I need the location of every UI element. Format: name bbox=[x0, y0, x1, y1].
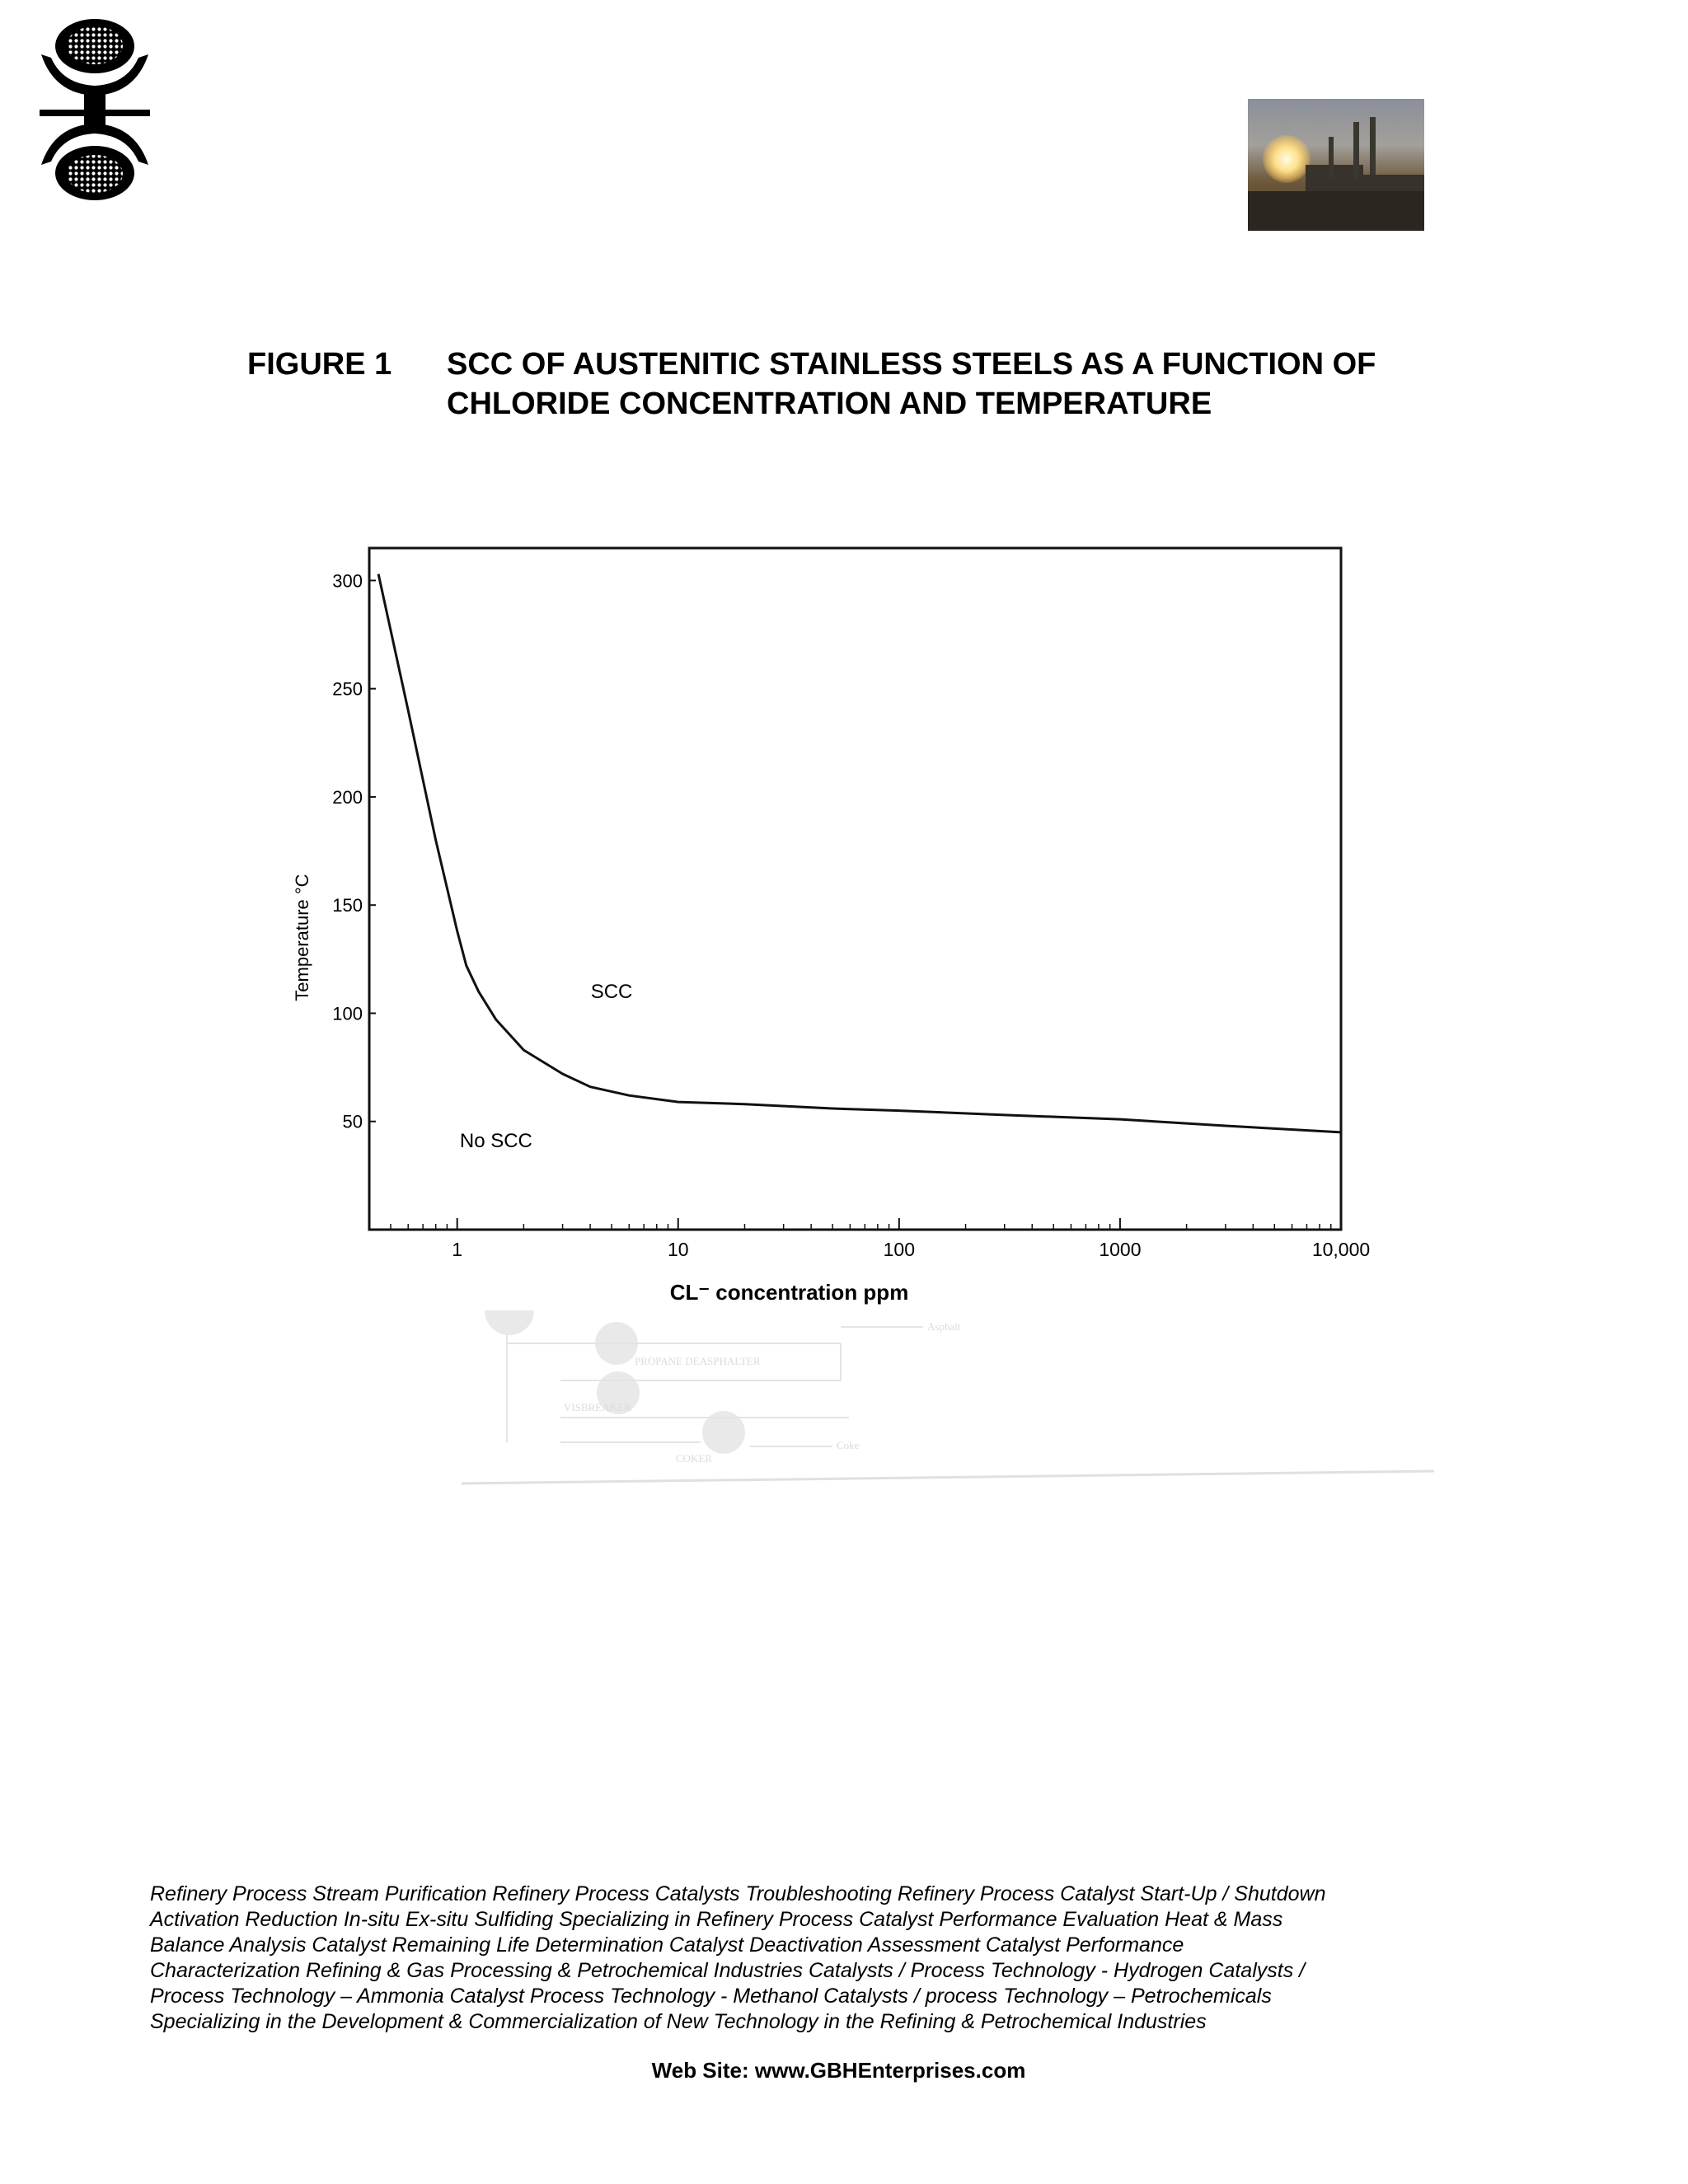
watermark-label: PROPANE DEASPHALTER bbox=[635, 1355, 761, 1367]
x-tick-label: 1000 bbox=[1099, 1239, 1142, 1260]
footer-services-text: Refinery Process Stream Purification Refinery Process Catalysts Troubleshooting Refinery Process Catalyst Start-Up / Shutdown Activation Reduction In-situ Ex-situ Sulfiding Specializing in Refinery Process Catalyst Performance Evaluation Heat & Mass Balance Analysis Catalyst Remaining Life Determination Catalyst Deactivation Assessment Catalyst Performance Characterization Refining & Gas Processing & Petrochemical Industries Catalysts / Process Technology - Hydrogen Catalysts / Process Technology – Ammonia Catalyst Process Technology - Methanol Catalysts / process Technology – Petrochemicals Specializing in the Development & Commercialization of New Technology in the Refining & Petrochemical Industries bbox=[150, 1882, 1326, 2033]
website-link[interactable]: Web Site: www.GBHEnterprises.com bbox=[651, 2058, 1026, 2083]
watermark-label: Coke bbox=[837, 1439, 860, 1451]
region-annotation: No SCC bbox=[459, 1130, 532, 1153]
scc-chart bbox=[272, 527, 1426, 1319]
y-tick-label: 100 bbox=[332, 1003, 363, 1024]
sun-glow bbox=[1263, 135, 1311, 183]
watermark-label: COKER bbox=[676, 1452, 713, 1465]
x-tick-label: 10 bbox=[667, 1239, 689, 1260]
y-tick-label: 300 bbox=[332, 570, 363, 592]
smokestack bbox=[1329, 137, 1334, 178]
watermark-label: VISBREAKER bbox=[564, 1401, 631, 1413]
y-tick-label: 250 bbox=[332, 678, 363, 700]
y-tick-label: 200 bbox=[332, 786, 363, 808]
ground bbox=[1248, 191, 1424, 231]
vessel-shape bbox=[485, 1310, 534, 1335]
watermark-label: Asphalt bbox=[927, 1320, 961, 1333]
x-tick-label: 10,000 bbox=[1311, 1239, 1371, 1260]
refinery-photo bbox=[1248, 99, 1424, 231]
y-tick-label: 50 bbox=[342, 1111, 363, 1132]
x-tick-label: 1 bbox=[452, 1239, 463, 1260]
y-axis-label: Temperature °C bbox=[292, 874, 312, 1001]
region-annotation: SCC bbox=[590, 981, 633, 1004]
separator-rule bbox=[462, 1471, 1434, 1483]
process-diagram-watermark bbox=[462, 1310, 1434, 1500]
figure-number: FIGURE 1 bbox=[247, 347, 392, 382]
company-logo-icon bbox=[33, 15, 157, 204]
y-tick-label: 150 bbox=[332, 895, 363, 916]
x-axis-label: CL⁻ concentration ppm bbox=[669, 1280, 909, 1305]
plot-frame bbox=[369, 548, 1341, 1230]
x-tick-label: 100 bbox=[883, 1239, 916, 1260]
smokestack bbox=[1370, 117, 1376, 180]
scc-boundary-line bbox=[378, 574, 1341, 1132]
figure-caption: SCC OF AUSTENITIC STAINLESS STEELS AS A FUNCTION OF CHLORIDE CONCENTRATION AND TEMPERATURE bbox=[447, 347, 1376, 421]
smokestack bbox=[1353, 122, 1359, 180]
